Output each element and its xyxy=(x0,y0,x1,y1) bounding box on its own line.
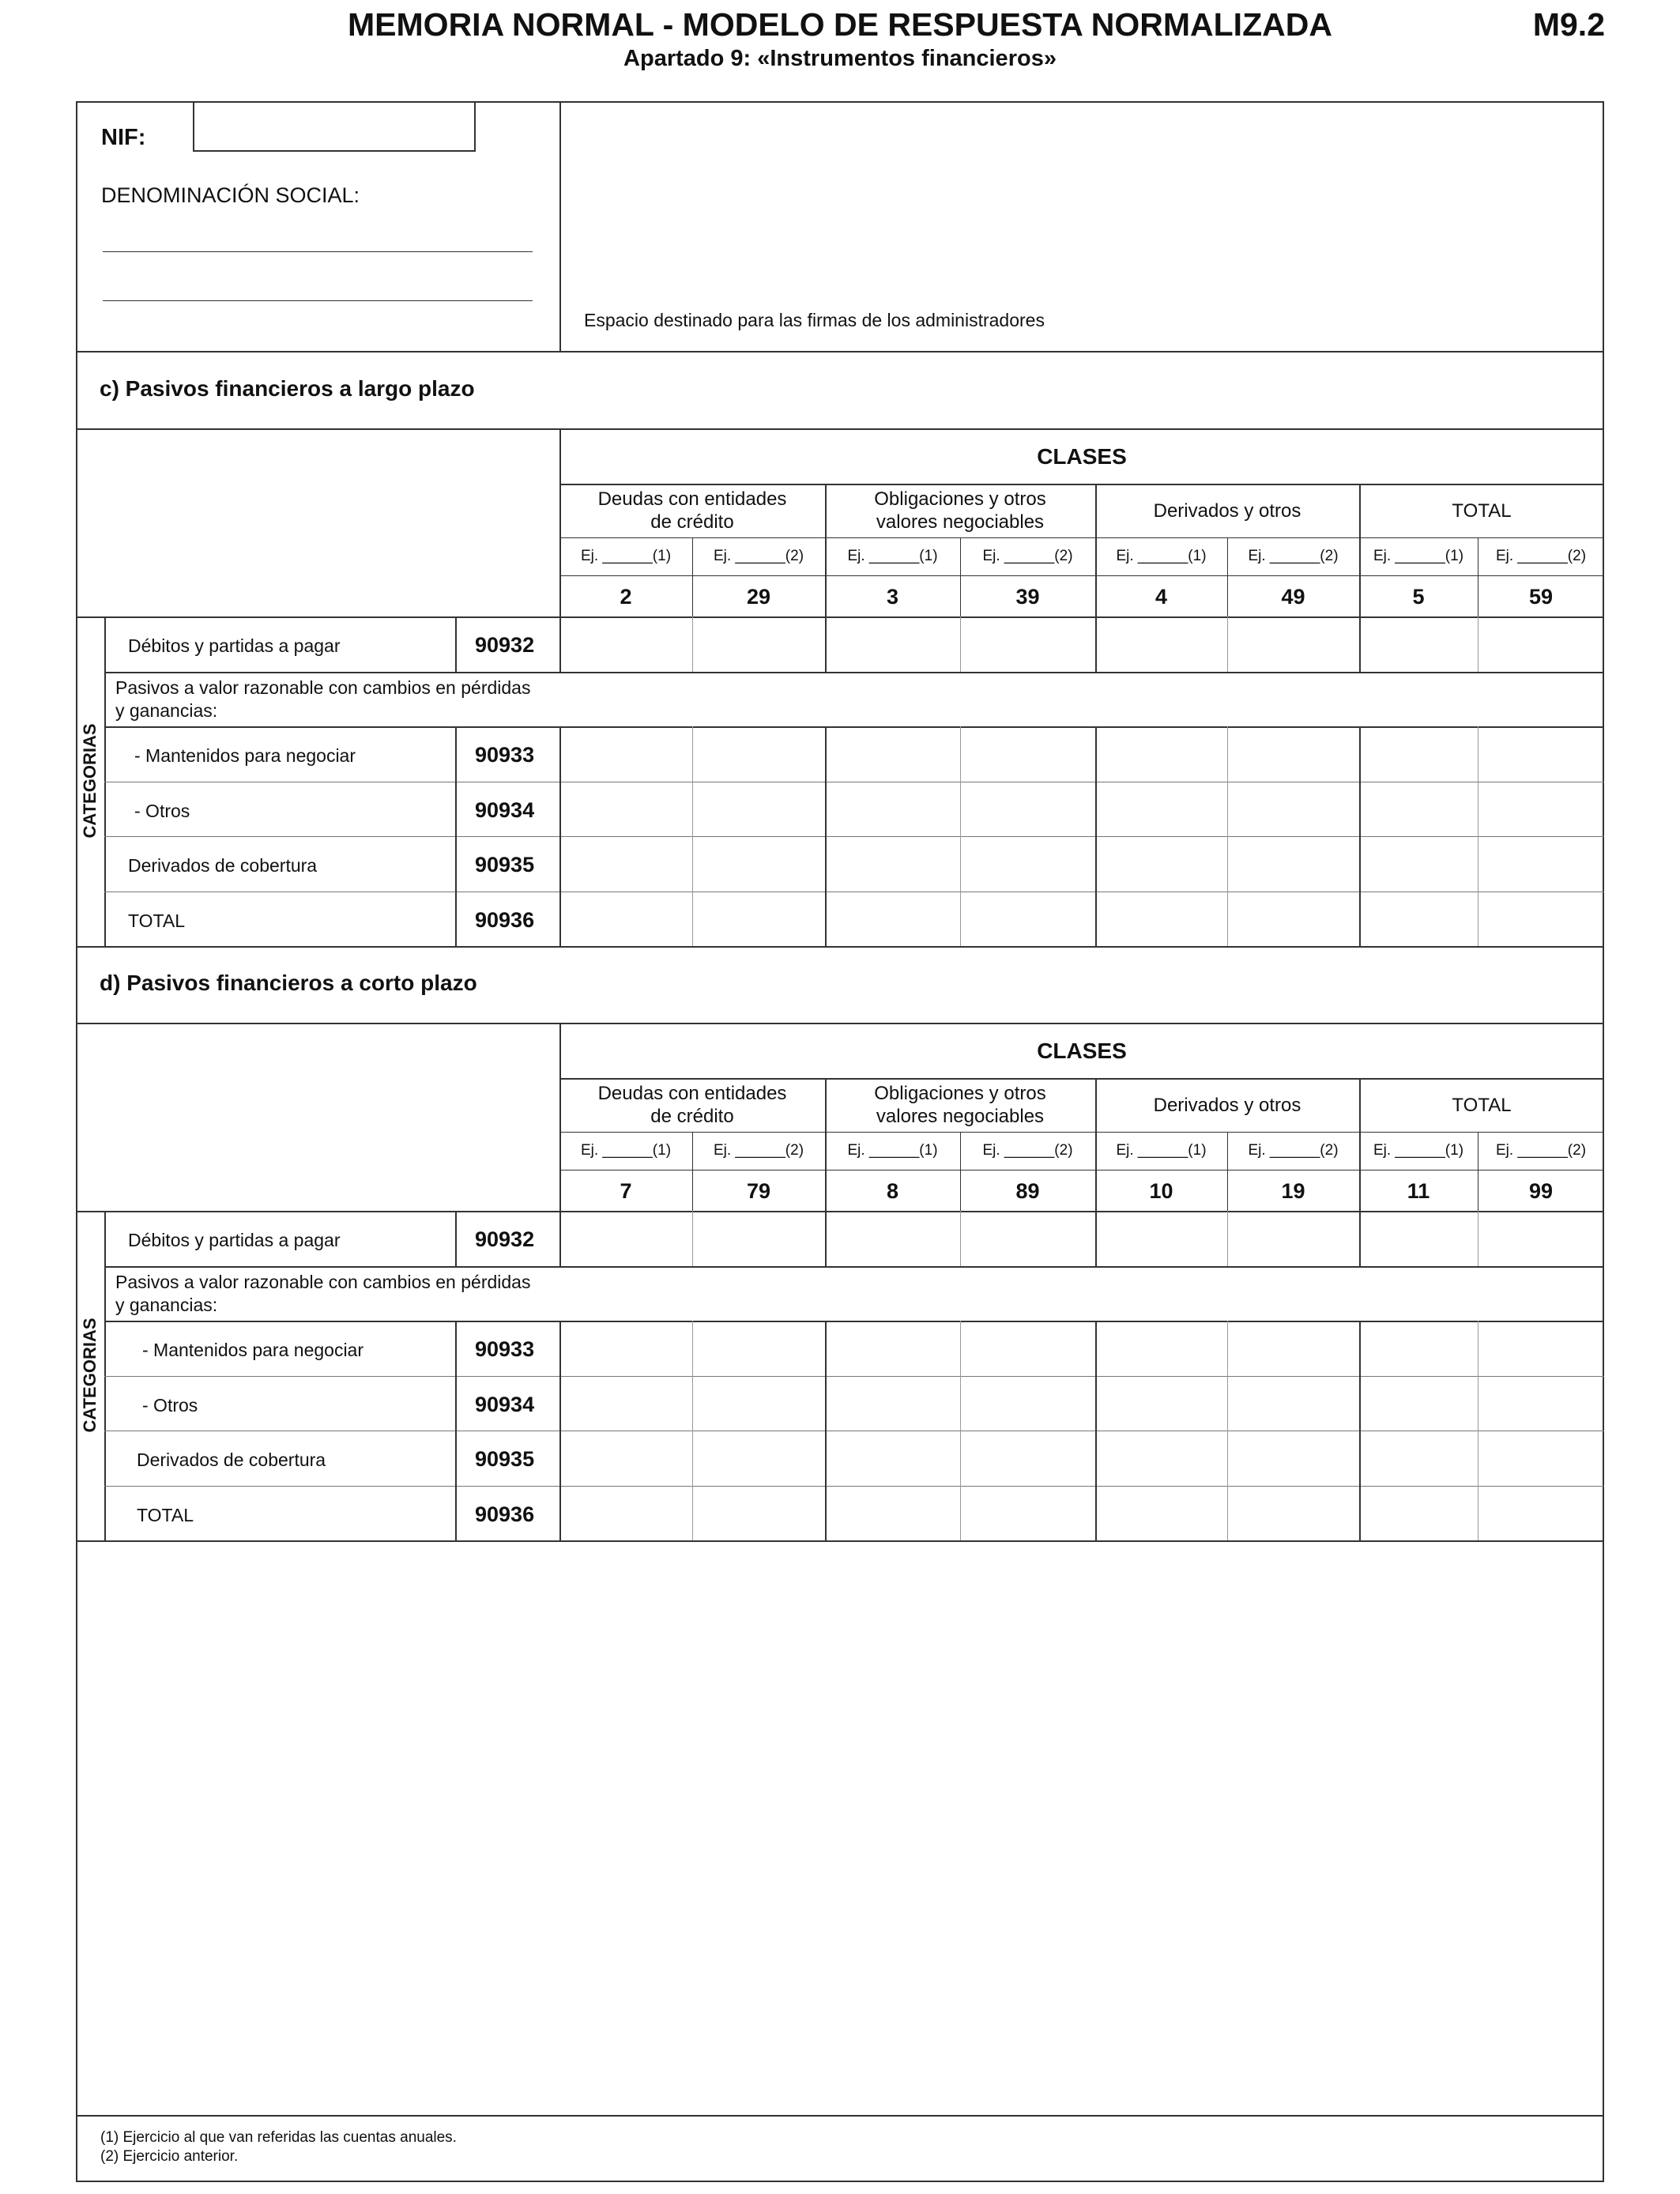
cell-divider xyxy=(1095,1321,1097,1376)
amount-cell[interactable] xyxy=(1361,618,1476,670)
categories-label: CATEGORIAS xyxy=(80,1317,100,1433)
cell-divider xyxy=(692,892,693,947)
column-code: 8 xyxy=(886,1179,899,1203)
column-code: 4 xyxy=(1155,585,1168,609)
column-code: 29 xyxy=(746,585,771,609)
col-divider xyxy=(1095,1132,1097,1211)
amount-cell[interactable] xyxy=(1229,1487,1358,1540)
clases-label: CLASES xyxy=(1037,444,1127,469)
column-code: 2 xyxy=(620,585,632,609)
amount-cell[interactable] xyxy=(1097,618,1226,670)
denominacion-label: DENOMINACIÓN SOCIAL: xyxy=(101,183,360,207)
row-code: 90934 xyxy=(475,1392,535,1416)
section-title: d) Pasivos financieros a corto plazo xyxy=(100,971,477,995)
amount-cell[interactable] xyxy=(694,618,823,670)
amount-cell[interactable] xyxy=(1229,838,1358,890)
row-divider xyxy=(104,672,1604,673)
amount-cell[interactable] xyxy=(1479,838,1603,890)
amount-cell[interactable] xyxy=(1229,618,1358,670)
cell-divider xyxy=(825,836,827,892)
amount-cell[interactable] xyxy=(1479,728,1603,780)
group-divider xyxy=(1359,1078,1361,1132)
categories-label: CATEGORIAS xyxy=(80,722,100,839)
amount-cell[interactable] xyxy=(827,1322,959,1374)
cell-divider xyxy=(1227,1431,1228,1486)
row-label: - Mantenidos para negociar xyxy=(142,1340,363,1360)
row-label: Pasivos a valor razonable con cambios en pérdidas xyxy=(115,1271,531,1292)
amount-cell[interactable] xyxy=(1097,1487,1226,1540)
column-code: 99 xyxy=(1528,1179,1554,1203)
code-divider xyxy=(455,892,457,947)
row-code: 90936 xyxy=(475,1502,535,1526)
footnote-separator xyxy=(76,2115,1604,2117)
code-divider xyxy=(455,1211,457,1266)
row-label: - Mantenidos para negociar xyxy=(134,745,356,766)
col-divider xyxy=(692,537,693,616)
row-divider xyxy=(104,1376,1604,1377)
amount-cell[interactable] xyxy=(827,838,959,890)
footnote-2: (2) Ejercicio anterior. xyxy=(100,2148,239,2165)
amount-cell[interactable] xyxy=(827,1487,959,1540)
amount-cell[interactable] xyxy=(827,1432,959,1484)
cell-divider xyxy=(960,1376,961,1431)
cell-divider xyxy=(960,892,961,947)
column-code: 79 xyxy=(746,1179,771,1203)
ej-label: Ej. ______(2) xyxy=(1248,548,1339,564)
row-divider xyxy=(104,1266,1604,1268)
cell-divider xyxy=(1359,836,1361,892)
amount-cell[interactable] xyxy=(694,728,823,780)
page-subtitle: Apartado 9: «Instrumentos financieros» xyxy=(623,46,1057,71)
column-group-label-line2: valores negociables xyxy=(876,1106,1045,1127)
cell-divider xyxy=(1095,726,1097,782)
column-group-header xyxy=(825,1078,1095,1132)
cell-divider xyxy=(1095,1211,1097,1266)
amount-cell[interactable] xyxy=(694,1378,823,1430)
cell-divider xyxy=(1359,1321,1361,1376)
cell-divider xyxy=(1095,1486,1097,1541)
amount-cell[interactable] xyxy=(962,1487,1094,1540)
ej-label: Ej. ______(1) xyxy=(847,548,938,564)
ej-label: Ej. ______(2) xyxy=(1495,548,1587,564)
amount-cell[interactable] xyxy=(1361,893,1476,945)
amount-cell[interactable] xyxy=(1097,1432,1226,1484)
amount-cell[interactable] xyxy=(1479,1487,1603,1540)
cell-divider xyxy=(960,616,961,672)
cell-divider xyxy=(1095,1431,1097,1486)
code-divider xyxy=(455,836,457,892)
col-divider xyxy=(1227,537,1228,616)
ej-label: Ej. ______(2) xyxy=(982,548,1073,564)
cell-divider xyxy=(1227,1376,1228,1431)
amount-cell[interactable] xyxy=(1361,1378,1476,1430)
cell-divider xyxy=(1095,836,1097,892)
column-code: 10 xyxy=(1149,1179,1173,1203)
amount-cell[interactable] xyxy=(827,783,959,835)
row-code: 90933 xyxy=(475,743,535,767)
cell-divider xyxy=(1095,1376,1097,1431)
column-code: 49 xyxy=(1281,585,1305,609)
amount-cell[interactable] xyxy=(561,783,691,835)
section-bottom xyxy=(76,946,1604,948)
amount-cell[interactable] xyxy=(1361,728,1476,780)
column-group-label-line1: Deudas con entidades xyxy=(597,1083,787,1104)
column-group-label-line2: de crédito xyxy=(650,1106,734,1127)
amount-cell[interactable] xyxy=(1097,783,1226,835)
cell-divider xyxy=(1359,892,1361,947)
amount-cell[interactable] xyxy=(827,1212,959,1265)
amount-cell[interactable] xyxy=(1229,728,1358,780)
amount-cell[interactable] xyxy=(561,618,691,670)
cell-divider xyxy=(960,1486,961,1541)
ej-label: Ej. ______(2) xyxy=(982,1142,1073,1159)
ej-label: Ej. ______(1) xyxy=(1373,548,1464,564)
column-group-label-line1: Obligaciones y otros xyxy=(874,488,1046,510)
ej-label: Ej. ______(1) xyxy=(1373,1142,1464,1159)
code-divider xyxy=(455,1321,457,1376)
cell-divider xyxy=(960,1431,961,1486)
cell-divider xyxy=(825,1211,827,1266)
column-group-header xyxy=(1095,484,1359,537)
row-divider xyxy=(104,1486,1604,1487)
amount-cell[interactable] xyxy=(694,838,823,890)
code-divider xyxy=(455,1431,457,1486)
cell-divider xyxy=(1227,1486,1228,1541)
cell-divider xyxy=(825,1486,827,1541)
row-code: 90935 xyxy=(475,853,535,876)
amount-cell[interactable] xyxy=(1229,1378,1358,1430)
amount-cell[interactable] xyxy=(1229,1212,1358,1265)
column-group-label-line2: de crédito xyxy=(650,511,734,533)
cell-divider xyxy=(692,1321,693,1376)
ej-label: Ej. ______(2) xyxy=(713,1142,804,1159)
amount-cell[interactable] xyxy=(1479,1378,1603,1430)
code-divider xyxy=(455,1376,457,1431)
row-code: 90935 xyxy=(475,1447,535,1471)
row-code: 90932 xyxy=(475,633,535,657)
cell-divider xyxy=(1359,1211,1361,1266)
nif-input[interactable] xyxy=(193,101,476,152)
column-group-label-line1: Deudas con entidades xyxy=(597,488,787,510)
code-divider xyxy=(455,1486,457,1541)
cell-divider xyxy=(692,616,693,672)
cell-divider xyxy=(960,782,961,837)
cell-divider xyxy=(1227,782,1228,837)
cell-divider xyxy=(960,1211,961,1266)
column-group-label-line1: Derivados y otros xyxy=(1153,1094,1301,1116)
amount-cell[interactable] xyxy=(561,1487,691,1540)
cell-divider xyxy=(692,782,693,837)
section-title-bottom xyxy=(76,428,1604,430)
cell-divider xyxy=(1227,1211,1228,1266)
cell-divider xyxy=(1227,836,1228,892)
amount-cell[interactable] xyxy=(962,618,1094,670)
column-group-label-line2: valores negociables xyxy=(876,511,1045,533)
col-divider xyxy=(825,537,827,616)
cell-divider xyxy=(1359,1486,1361,1541)
row-code: 90936 xyxy=(475,907,535,932)
section-title: c) Pasivos financieros a largo plazo xyxy=(100,376,475,401)
column-code: 59 xyxy=(1528,585,1554,609)
amount-cell[interactable] xyxy=(1479,618,1603,670)
cell-divider xyxy=(1359,1376,1361,1431)
cell-divider xyxy=(1227,1321,1228,1376)
amount-cell[interactable] xyxy=(1479,1322,1603,1374)
amount-cell[interactable] xyxy=(1097,1212,1226,1265)
amount-cell[interactable] xyxy=(962,1432,1094,1484)
ej-label: Ej. ______(1) xyxy=(1116,1142,1207,1159)
column-code: 39 xyxy=(1015,585,1040,609)
cell-divider xyxy=(692,1431,693,1486)
row-label: Débitos y partidas a pagar xyxy=(128,635,341,656)
amount-cell[interactable] xyxy=(1097,1378,1226,1430)
group-divider xyxy=(825,484,827,537)
signature-note: Espacio destinado para las firmas de los administradores xyxy=(584,310,1045,330)
group-bottom xyxy=(559,1132,1604,1133)
cell-divider xyxy=(960,1321,961,1376)
col-divider xyxy=(692,1132,693,1211)
amount-cell[interactable] xyxy=(1479,1212,1603,1265)
amount-cell[interactable] xyxy=(962,893,1094,945)
amount-cell[interactable] xyxy=(1361,1487,1476,1540)
code-divider xyxy=(455,616,457,672)
row-divider xyxy=(104,836,1604,837)
amount-cell[interactable] xyxy=(561,728,691,780)
row-label: Pasivos a valor razonable con cambios en pérdidas xyxy=(115,677,531,698)
amount-cell[interactable] xyxy=(1229,783,1358,835)
cell-divider xyxy=(1095,782,1097,837)
amount-cell[interactable] xyxy=(1097,838,1226,890)
col-divider xyxy=(825,1132,827,1211)
amount-cell[interactable] xyxy=(561,1212,691,1265)
cell-divider xyxy=(692,1376,693,1431)
column-group-label-line1: Obligaciones y otros xyxy=(874,1083,1046,1104)
row-code: 90933 xyxy=(475,1337,535,1361)
clases-label: CLASES xyxy=(1037,1039,1127,1063)
row-label: - Otros xyxy=(142,1394,198,1416)
amount-cell[interactable] xyxy=(827,618,959,670)
amount-cell[interactable] xyxy=(1229,893,1358,945)
page-title: MEMORIA NORMAL - MODELO DE RESPUESTA NORMALIZADA xyxy=(348,6,1332,43)
cell-divider xyxy=(1359,726,1361,782)
ej-bottom xyxy=(559,575,1604,576)
amount-cell[interactable] xyxy=(1479,1432,1603,1484)
cell-divider xyxy=(1359,782,1361,837)
id-divider xyxy=(559,101,561,352)
amount-cell[interactable] xyxy=(561,838,691,890)
denominacion-line-2[interactable] xyxy=(103,300,533,301)
cell-divider xyxy=(1227,726,1228,782)
cell-divider xyxy=(960,726,961,782)
ej-label: Ej. ______(1) xyxy=(580,548,672,564)
col-divider xyxy=(960,1132,961,1211)
row-code: 90932 xyxy=(475,1227,535,1251)
col-divider xyxy=(1095,537,1097,616)
column-code: 19 xyxy=(1281,1179,1305,1203)
ej-label: Ej. ______(2) xyxy=(1248,1142,1339,1159)
group-divider xyxy=(1359,484,1361,537)
amount-cell[interactable] xyxy=(694,893,823,945)
row-label: Derivados de cobertura xyxy=(137,1449,326,1470)
code-divider xyxy=(455,782,457,837)
amount-cell[interactable] xyxy=(1097,893,1226,945)
amount-cell[interactable] xyxy=(827,1378,959,1430)
column-group-header xyxy=(559,484,825,537)
row-label: Débitos y partidas a pagar xyxy=(128,1230,341,1250)
cell-divider xyxy=(825,1321,827,1376)
column-group-header xyxy=(1359,1078,1604,1132)
cell-divider xyxy=(1095,892,1097,947)
column-group-label-line1: TOTAL xyxy=(1452,1094,1512,1116)
amount-cell[interactable] xyxy=(1229,1322,1358,1374)
cell-divider xyxy=(960,836,961,892)
column-group-header xyxy=(1359,484,1604,537)
cell-divider xyxy=(825,1376,827,1431)
group-divider xyxy=(825,1078,827,1132)
amount-cell[interactable] xyxy=(1361,1322,1476,1374)
row-label: - Otros xyxy=(134,800,190,821)
col-divider xyxy=(1359,537,1361,616)
amount-cell[interactable] xyxy=(1361,1432,1476,1484)
ej-label: Ej. ______(1) xyxy=(580,1142,672,1159)
column-code: 5 xyxy=(1412,585,1425,609)
amount-cell[interactable] xyxy=(561,1322,691,1374)
section-title-bottom xyxy=(76,1023,1604,1024)
column-group-header xyxy=(1095,1078,1359,1132)
ej-bottom xyxy=(559,1170,1604,1171)
column-code: 3 xyxy=(886,585,899,609)
column-group-label-line1: TOTAL xyxy=(1452,499,1512,522)
amount-cell[interactable] xyxy=(1479,893,1603,945)
row-code: 90934 xyxy=(475,797,535,822)
amount-cell[interactable] xyxy=(962,728,1094,780)
cell-divider xyxy=(825,892,827,947)
id-bottom-line xyxy=(76,351,1604,352)
col-divider xyxy=(1227,1132,1228,1211)
code-divider xyxy=(455,726,457,782)
ej-label: Ej. ______(2) xyxy=(1495,1142,1587,1159)
cell-divider xyxy=(1359,1431,1361,1486)
form-code: M9.2 xyxy=(1532,6,1605,43)
amount-cell[interactable] xyxy=(1361,1212,1476,1265)
amount-cell[interactable] xyxy=(962,783,1094,835)
cell-divider xyxy=(1095,616,1097,672)
cell-divider xyxy=(692,1486,693,1541)
cell-divider xyxy=(825,782,827,837)
amount-cell[interactable] xyxy=(1479,783,1603,835)
amount-cell[interactable] xyxy=(694,1487,823,1540)
cell-divider xyxy=(825,1431,827,1486)
amount-cell[interactable] xyxy=(962,1378,1094,1430)
amount-cell[interactable] xyxy=(827,728,959,780)
amount-cell[interactable] xyxy=(962,1212,1094,1265)
row-label-line2: y ganancias: xyxy=(115,1294,218,1315)
row-label: Derivados de cobertura xyxy=(128,855,318,876)
amount-cell[interactable] xyxy=(1361,838,1476,890)
amount-cell[interactable] xyxy=(1097,1322,1226,1374)
cell-divider xyxy=(1227,892,1228,947)
col-divider xyxy=(1359,1132,1361,1211)
row-label: TOTAL xyxy=(137,1504,194,1525)
amount-cell[interactable] xyxy=(694,1432,823,1484)
cell-divider xyxy=(692,1211,693,1266)
amount-cell[interactable] xyxy=(561,1378,691,1430)
cell-divider xyxy=(692,836,693,892)
group-divider xyxy=(1095,1078,1097,1132)
cell-divider xyxy=(1359,616,1361,672)
ej-label: Ej. ______(1) xyxy=(1116,548,1207,564)
row-label-line2: y ganancias: xyxy=(115,699,218,721)
column-group-header xyxy=(825,484,1095,537)
column-code: 7 xyxy=(620,1179,632,1203)
col-divider xyxy=(960,537,961,616)
amount-cell[interactable] xyxy=(1097,728,1226,780)
amount-cell[interactable] xyxy=(694,783,823,835)
amount-cell[interactable] xyxy=(962,838,1094,890)
cell-divider xyxy=(825,726,827,782)
group-divider xyxy=(1095,484,1097,537)
cell-divider xyxy=(1227,616,1228,672)
section-bottom xyxy=(76,1540,1604,1542)
row-label: TOTAL xyxy=(128,910,185,931)
ej-label: Ej. ______(2) xyxy=(713,548,804,564)
amount-cell[interactable] xyxy=(561,893,691,945)
amount-cell[interactable] xyxy=(1361,783,1476,835)
amount-cell[interactable] xyxy=(694,1212,823,1265)
column-code: 89 xyxy=(1015,1179,1040,1203)
ej-label: Ej. ______(1) xyxy=(847,1142,938,1159)
nif-label: NIF: xyxy=(101,125,146,150)
column-code: 11 xyxy=(1407,1179,1430,1203)
column-group-header xyxy=(559,1078,825,1132)
cell-divider xyxy=(825,616,827,672)
amount-cell[interactable] xyxy=(962,1322,1094,1374)
amount-cell[interactable] xyxy=(694,1322,823,1374)
amount-cell[interactable] xyxy=(827,893,959,945)
footnote-1: (1) Ejercicio al que van referidas las cuentas anuales. xyxy=(100,2129,457,2146)
denominacion-line-1[interactable] xyxy=(103,251,533,252)
group-bottom xyxy=(559,537,1604,538)
amount-cell[interactable] xyxy=(561,1432,691,1484)
amount-cell[interactable] xyxy=(1229,1432,1358,1484)
cell-divider xyxy=(692,726,693,782)
column-group-label-line1: Derivados y otros xyxy=(1153,499,1301,522)
